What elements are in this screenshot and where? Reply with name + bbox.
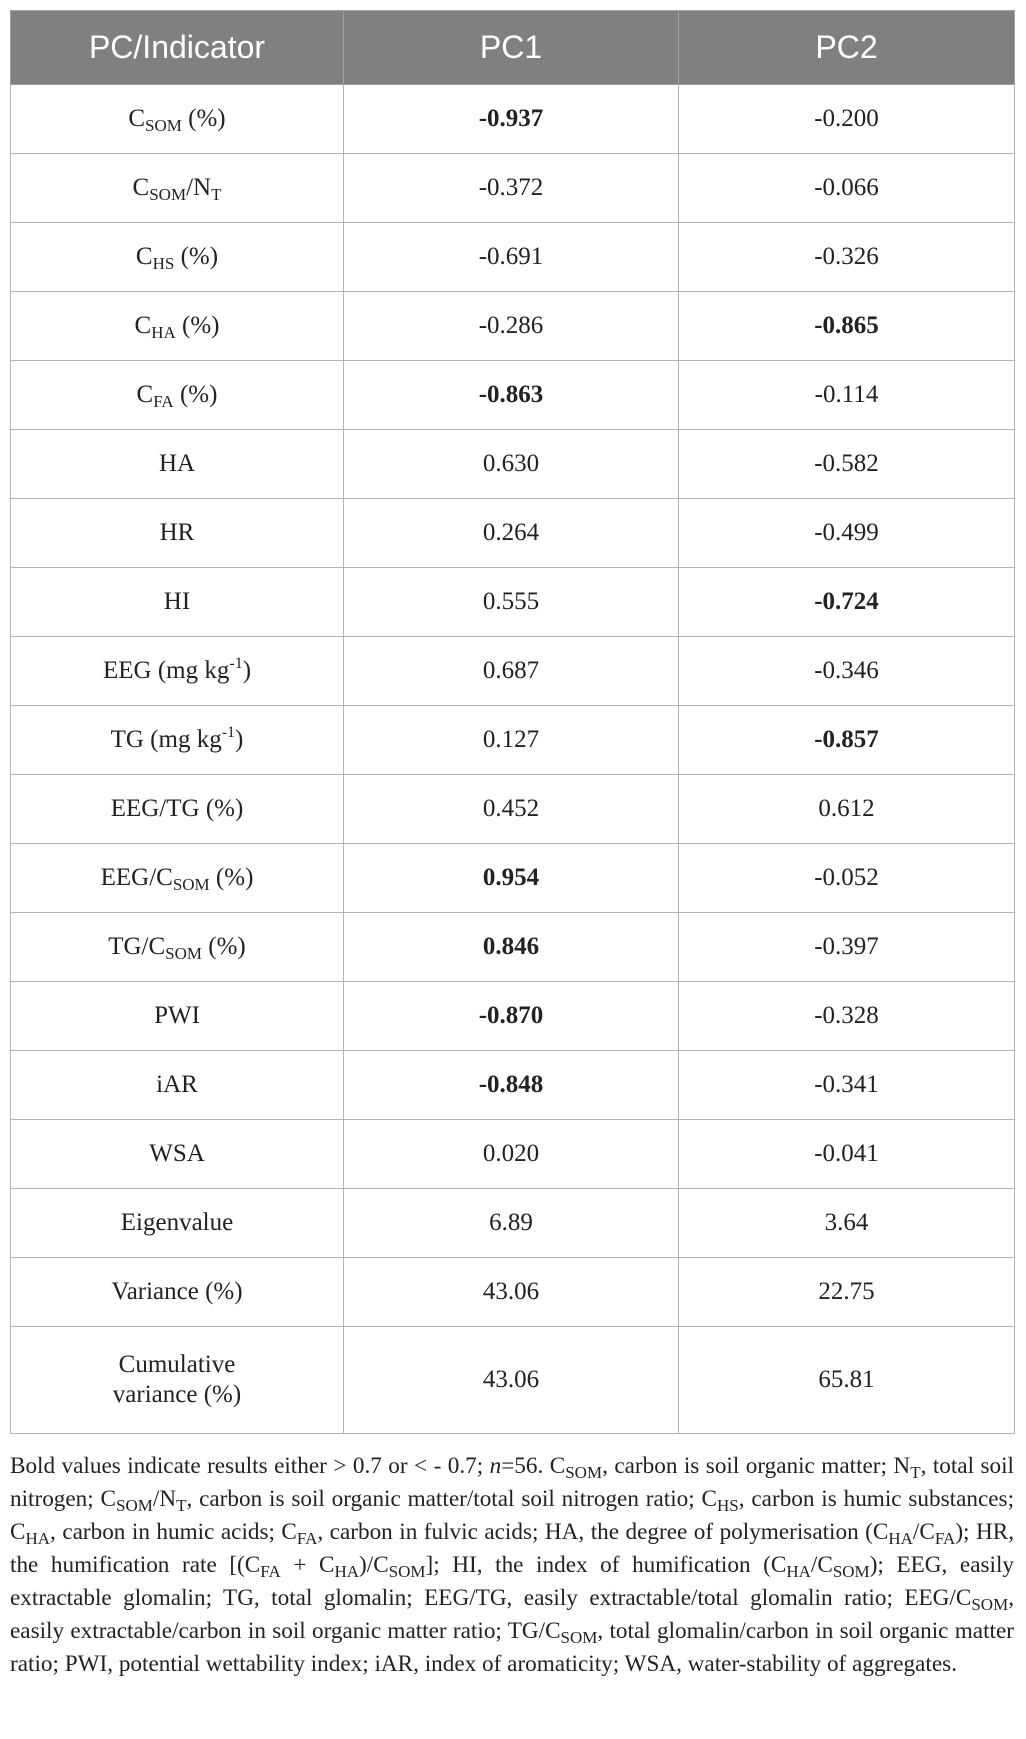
footnote-text: /C: [810, 1552, 833, 1578]
indicator-subscript: SOM: [165, 944, 203, 963]
footnote-text: ); HR, the humification rate [(C: [10, 1519, 1014, 1578]
footnote-text: + C: [280, 1552, 335, 1578]
footnote-subscript: SOM: [116, 1496, 153, 1515]
header-pc2: PC2: [679, 11, 1015, 85]
indicator-label: HI: [163, 588, 191, 615]
indicator-label-line2: variance (%): [112, 1381, 242, 1408]
footnote-subscript: HS: [717, 1496, 739, 1515]
footnote-subscript: SOM: [832, 1562, 870, 1581]
indicator-suffix: (%): [209, 864, 254, 891]
footnote-subscript: SOM: [388, 1562, 426, 1581]
indicator-subscript: HA: [151, 323, 176, 342]
footnote-text: =56. C: [501, 1453, 566, 1479]
table-container: [10, 10, 1014, 1434]
pc2-value: -0.326: [679, 223, 1015, 292]
pc2-value: -0.341: [679, 1051, 1015, 1120]
table-row: [11, 292, 1015, 361]
indicator-superscript: -1: [229, 655, 243, 672]
footnote-text: /N: [152, 1486, 177, 1512]
table-row: [11, 637, 1015, 706]
pc1-value: -0.863: [344, 361, 679, 430]
indicator-subscript: SOM: [145, 116, 182, 135]
pc2-value: -0.328: [679, 982, 1015, 1051]
indicator-label: HR: [159, 519, 195, 546]
pc2-value: -0.582: [679, 430, 1015, 499]
indicator-cell: [11, 292, 344, 361]
indicator-subscript: HS: [152, 254, 175, 273]
footnote-subscript: SOM: [560, 1628, 598, 1647]
footnote-subscript: FA: [260, 1562, 281, 1581]
pc1-value: -0.691: [344, 223, 679, 292]
pc1-value: -0.937: [344, 85, 679, 154]
footnote-subscript: SOM: [971, 1595, 1009, 1614]
pca-loadings-table: [10, 10, 1015, 1434]
pc1-value: -0.286: [344, 292, 679, 361]
footnote-text: ); EEG, easily extractable glomalin; TG, total glomalin; EEG/TG, easily extractable/total glomalin ratio; EEG/C: [10, 1552, 1014, 1611]
footnote-text: , carbon in fulvic acids; HA, the degree of polymerisation (C: [317, 1519, 889, 1545]
footnote-text: , carbon is humic substances; C: [10, 1486, 1015, 1545]
indicator-label: C: [128, 105, 146, 132]
indicator-cell: [11, 775, 344, 844]
pc2-value: -0.865: [679, 292, 1015, 361]
footnote-subscript: T: [176, 1496, 187, 1515]
pc1-value: 43.06: [344, 1327, 679, 1434]
indicator-cell: [11, 1327, 344, 1434]
indicator-suffix: (%): [181, 105, 226, 132]
footnote-subscript: HA: [25, 1529, 51, 1548]
indicator-label: EEG (mg kg: [102, 657, 230, 684]
indicator-subscript: SOM: [149, 185, 187, 204]
indicator-cell: [11, 154, 344, 223]
indicator-cell: [11, 1120, 344, 1189]
indicator-cell: [11, 430, 344, 499]
pc1-value: 0.264: [344, 499, 679, 568]
table-row: [11, 154, 1015, 223]
footnote-text: , easily extractable/carbon in soil organic matter ratio; TG/C: [10, 1585, 1014, 1644]
indicator-cell: [11, 1189, 344, 1258]
indicator-label: WSA: [149, 1140, 205, 1167]
indicator-cell: [11, 637, 344, 706]
pc2-value: 22.75: [679, 1258, 1015, 1327]
footnote-subscript: HA: [334, 1562, 360, 1581]
indicator-cell: [11, 982, 344, 1051]
pc1-value: 0.020: [344, 1120, 679, 1189]
table-row: [11, 913, 1015, 982]
indicator-label: C: [134, 312, 152, 339]
table-row: [11, 568, 1015, 637]
footnote-text: n: [489, 1453, 502, 1479]
indicator-suffix: (%): [174, 243, 219, 270]
pc1-value: 0.954: [344, 844, 679, 913]
pc1-value: 0.687: [344, 637, 679, 706]
footnote-text: /C: [912, 1519, 935, 1545]
indicator-cell: [11, 361, 344, 430]
table-row: [11, 499, 1015, 568]
header-indicator: PC/Indicator: [11, 11, 344, 85]
pc1-value: 0.127: [344, 706, 679, 775]
indicator-label: Cumulative: [118, 1351, 236, 1378]
indicator-subscript: SOM: [172, 875, 210, 894]
indicator-label: Eigenvalue: [120, 1209, 234, 1236]
table-row: [11, 361, 1015, 430]
indicator-label: C: [132, 174, 150, 201]
pc2-value: -0.397: [679, 913, 1015, 982]
indicator-label: EEG/TG (%): [110, 795, 244, 822]
table-row: [11, 982, 1015, 1051]
pc2-value: -0.346: [679, 637, 1015, 706]
indicator-cell: [11, 568, 344, 637]
pc1-value: -0.372: [344, 154, 679, 223]
pc2-value: -0.724: [679, 568, 1015, 637]
indicator-cell: [11, 85, 344, 154]
footnote-subscript: T: [910, 1463, 921, 1482]
indicator-subscript: T: [211, 185, 222, 204]
indicator-suffix: (%): [173, 381, 218, 408]
pc1-value: 43.06: [344, 1258, 679, 1327]
footnote-subscript: HA: [786, 1562, 811, 1581]
table-row: [11, 844, 1015, 913]
pc1-value: 0.846: [344, 913, 679, 982]
pc2-value: -0.066: [679, 154, 1015, 223]
table-row: [11, 1120, 1015, 1189]
indicator-suffix: /N: [186, 174, 212, 201]
table-row: [11, 430, 1015, 499]
indicator-suffix: ): [242, 657, 252, 684]
indicator-label: C: [136, 381, 154, 408]
footnote-subscript: HA: [888, 1529, 913, 1548]
table-row: [11, 1051, 1015, 1120]
pc2-value: 65.81: [679, 1327, 1015, 1434]
footnote-text: , carbon in humic acids; C: [50, 1519, 297, 1545]
indicator-label: C: [135, 243, 153, 270]
indicator-suffix: (%): [175, 312, 220, 339]
table-row: [11, 1258, 1015, 1327]
footnote-subscript: FA: [934, 1529, 956, 1548]
indicator-cell: [11, 223, 344, 292]
pc2-value: -0.052: [679, 844, 1015, 913]
pc1-value: 0.452: [344, 775, 679, 844]
footnote-text: , total glomalin/carbon in soil organic matter ratio; PWI, potential wettability index; iAR, index of aromaticity; WSA, water-stability of aggregates.: [10, 1618, 1014, 1677]
indicator-cell: [11, 844, 344, 913]
indicator-subscript: FA: [153, 392, 174, 411]
indicator-label: TG (mg kg: [110, 726, 222, 753]
pc1-value: 0.555: [344, 568, 679, 637]
indicator-label: TG/C: [108, 933, 166, 960]
footnote-text: Bold values indicate results either > 0.7 or < - 0.7;: [10, 1453, 490, 1479]
indicator-label: Variance (%): [111, 1278, 243, 1305]
pc2-value: -0.114: [679, 361, 1015, 430]
table-row: [11, 85, 1015, 154]
indicator-label: iAR: [156, 1071, 198, 1098]
indicator-label: HA: [158, 450, 196, 477]
table-row: [11, 223, 1015, 292]
indicator-suffix: (%): [202, 933, 246, 960]
footnote-subscript: FA: [296, 1529, 318, 1548]
pc2-value: -0.857: [679, 706, 1015, 775]
indicator-cell: [11, 1051, 344, 1120]
pc1-value: -0.848: [344, 1051, 679, 1120]
table-footnote: [10, 1450, 1014, 1681]
indicator-suffix: ): [235, 726, 244, 753]
pc1-value: -0.870: [344, 982, 679, 1051]
footnote-text: , total soil nitrogen; C: [10, 1453, 1014, 1512]
pc2-value: -0.041: [679, 1120, 1015, 1189]
table-row: [11, 1189, 1015, 1258]
header-row: [11, 11, 1015, 85]
table-row: [11, 1327, 1015, 1434]
indicator-cell: [11, 1258, 344, 1327]
pc2-value: 3.64: [679, 1189, 1015, 1258]
pc2-value: -0.200: [679, 85, 1015, 154]
footnote-text: ]; HI, the index of humification (C: [425, 1552, 787, 1578]
indicator-label: PWI: [154, 1002, 200, 1029]
footnote-text: , carbon is soil organic matter/total soil nitrogen ratio; C: [186, 1486, 718, 1512]
table-body: [11, 85, 1015, 1434]
indicator-cell: [11, 499, 344, 568]
pc2-value: 0.612: [679, 775, 1015, 844]
pc1-value: 0.630: [344, 430, 679, 499]
footnote-text: )/C: [359, 1552, 389, 1578]
indicator-superscript: -1: [221, 724, 236, 741]
footnote-text: , carbon is soil organic matter; N: [602, 1453, 911, 1479]
table-row: [11, 706, 1015, 775]
table-row: [11, 775, 1015, 844]
header-pc1: PC1: [344, 11, 679, 85]
pc2-value: -0.499: [679, 499, 1015, 568]
indicator-label: EEG/C: [100, 864, 173, 891]
footnote-subscript: SOM: [565, 1463, 603, 1482]
indicator-cell: [11, 706, 344, 775]
indicator-cell: [11, 913, 344, 982]
pc1-value: 6.89: [344, 1189, 679, 1258]
